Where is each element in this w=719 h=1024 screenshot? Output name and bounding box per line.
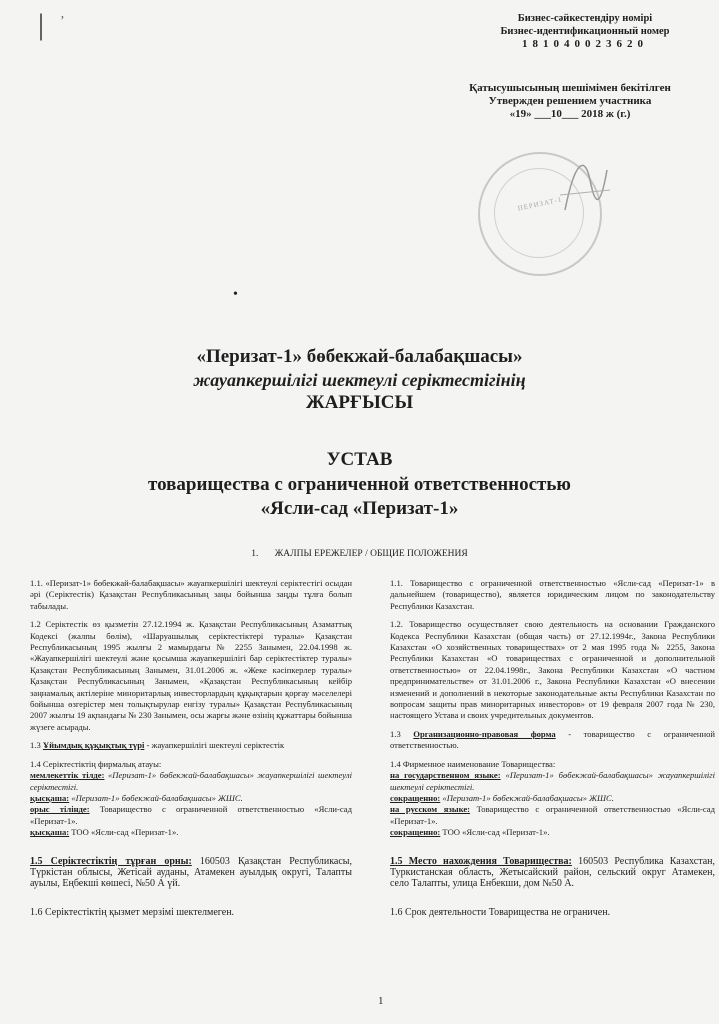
ru-clause-1-4 [390,759,715,839]
right-column-ru [390,578,715,925]
ru-state-lang-label: на государственном языке: [390,770,501,781]
ru-address-label: 1.5 Место нахождения Товарищества: [390,855,572,867]
kz-ru-lang-text: Товарищество с ограниченной ответственностью «Ясли-сад «Перизат-1». [30,804,352,826]
kz-clause-1-3-text: - жауапкершілігі шектеулі серіктестік [144,740,285,751]
bin-block [470,12,700,51]
title-kz [0,345,719,415]
ru-clause-1-3 [390,729,715,752]
kz-clause-1-3-num: 1.3 [30,740,41,751]
ru-ru-short-label: сокращенно: [390,827,441,838]
margin-mark: | [38,8,45,41]
kz-short-label: қысқаша: [30,792,70,803]
ru-ru-lang-text: Товарищество с ограниченной ответственностью «Ясли-сад «Перизат-1». [390,804,715,826]
kz-clause-1-4 [30,759,352,839]
section-title: ЖАЛПЫ ЕРЕЖЕЛЕР / ОБЩИЕ ПОЛОЖЕНИЯ [274,549,468,559]
kz-ru-short-text: ТОО «Ясли-сад «Перизат-1». [69,827,179,838]
kz-clause-1-3-label: Ұйымдық құқықтық түрі [42,740,145,751]
ru-clause-1-5 [390,856,715,890]
approval-ru: Утвержден решением участника [488,95,652,107]
approval-block [440,82,700,121]
bin-number: 181040023620 [522,38,648,50]
ru-short-text: «Перизат-1» бөбекжай-балабақшасы» ЖШС. [440,792,614,803]
kz-address-label: 1.5 Серіктестіктің тұрған орны: [30,855,192,867]
ru-address-text: 160503 Республика Казахстан, Туркистанская область, Жетысайский район, сельский округ Атамекен, село Талапты, улица Енбекши, дом №50 А. [390,855,715,890]
title-kz-line2: жауапкершілігі шектеулі серіктестігінің [193,370,526,390]
kz-ru-short-label: қысқаша: [30,827,70,838]
ru-clause-1-4-title: 1.4 Фирменное наименование Товарищества: [390,758,556,769]
section-heading [0,549,719,559]
ru-clause-1-3-label: Организационно-правовая форма [413,728,556,739]
ru-clause-1-2: 1.2. Товарищество осуществляет свою деятельность на основании Гражданского Кодекса Республики Казахстан (общая часть) от 27.12.1994г., Закона Республики Казахстан «О хозяйственных товариществах» от 2 мая 1995 года № 2255, Закона Республики Казахстан «О товариществах с ограниченной и дополнительной ответственностью» от 22.04.1998г., Закона Республики Казахстан «О частном предпринимательстве» от 31.01.2006 г., Закона Республики Казахстан «О внесении изменений и дополнений в некоторые законодательные акты Республики Казахстан по вопросам защиты прав миноритарных инвесторов» от 19 февраля 2007 года № 230, настоящего Устава и своих учредительных документов. [390,619,715,721]
bin-label-ru: Бизнес-идентификационный номер [500,26,670,37]
title-ru-line2: товарищества с ограниченной ответственностью [148,474,571,495]
ru-clause-1-1: 1.1. Товарищество с ограниченной ответственностью «Ясли-сад «Перизат-1» в дальнейшем (товарищество), является юридическим лицом по законодательству Республики Казахстан. [390,578,715,611]
title-ru-line1: УСТАВ [326,449,393,470]
kz-clause-1-6: 1.6 Серіктестіктің қызмет мерзімі шектелмеген. [30,906,235,918]
seal-text: ПЕРИЗАТ-1 [516,195,564,213]
ru-clause-1-3-text: - товарищество с ограниченной ответственностью. [390,728,715,751]
kz-address-text: 160503 Қазақстан Республикасы, Түркістан облысы, Жетісай ауданы, Атамекен ауылдық округі, Талапты ауылы, Еңбекші көшесі, №50 А үй. [30,855,352,890]
margin-mark-small: ’ [60,14,65,29]
approval-kz: Қатысушысының шешімімен бекітілген [469,82,671,94]
kz-state-lang-text: «Перизат-1» бөбекжай-балабақшасы» жауапкершілігі шектеулі серіктестігі. [30,770,353,792]
kz-ru-lang-label: орыс тілінде: [30,804,90,815]
ru-ru-lang-label: на русском языке: [390,804,470,815]
signature [555,150,615,220]
title-ru [0,447,719,521]
kz-clause-1-2: 1.2 Серіктестік өз қызметін 27.12.1994 ж. Қазақстан Республикасының Азаматтық Кодексі (жалпы бөлім), «Шаруашылық серіктестіктері туралы» Қазақстан Республикасының 1995 жылғы 2 мамырдағы № 2255 Занымен, 22.04.1998 ж. «Жауапкершілігі шектеулі және қосымша жауапкершілігі бар серіктестіктер туралы» Қазақстан Республикасының Занымен, 31.01.2006 ж. «Жеке кәсіпкерлер туралы» Қазақстан Республикасының Занымен, «Қазақстан Республикасының кейбір заңнамалық актілеріне миноритарлық инвесторлардың құқықтарын қорғау мәселелері бойынша өзгерістер мен толықтырулар енгізу туралы» Қазақстан Республикасының 2007 жылғы 19 ақпандағы № 230 Занымен, осы жарғы және өзінің құжаттары бойынша жүзеге асырады. [30,619,352,732]
title-ru-line3: «Ясли-сад «Перизат-1» [260,498,459,519]
kz-state-lang-label: мемлекеттік тілде: [30,770,105,781]
ru-clause-1-3-num: 1.3 [390,728,401,739]
ru-state-lang-text: «Перизат-1» бөбекжай-балабақшасы» жауапкершілігі шектеулі серіктестігі. [390,770,715,792]
kz-clause-1-1: 1.1. «Перизат-1» бөбекжай-балабақшасы» жауапкершілігі шектеулі серіктестігі осыдан әрі (Серіктестік) Қазақстан Республикасының заңы бойынша заңды тұлға болып табылады. [30,578,352,611]
ru-ru-short-text: ТОО «Ясли-сад «Перизат-1». [440,827,550,838]
ink-dot: • [233,287,238,302]
ru-short-label: сокращенно: [390,792,441,803]
section-number: 1. [251,549,259,559]
kz-clause-1-5 [30,856,352,890]
kz-clause-1-4-title: 1.4 Серіктестіктің фирмалық атауы: [30,758,162,769]
kz-clause-1-3 [30,740,352,751]
left-column-kz [30,578,352,925]
ru-clause-1-6: 1.6 Срок деятельности Товарищества не ограничен. [390,906,611,918]
title-kz-line3: ЖАРҒЫСЫ [305,392,414,413]
title-kz-line1: «Перизат-1» бөбекжай-балабақшасы» [196,346,523,367]
approval-date: «19» ___10___ 2018 ж (г.) [509,108,631,120]
page-number: 1 [378,995,384,1007]
bin-label-kz: Бизнес-сәйкестендіру номірі [517,13,653,24]
kz-short-text: «Перизат-1» бөбекжай-балабақшасы» ЖШС. [69,792,243,803]
